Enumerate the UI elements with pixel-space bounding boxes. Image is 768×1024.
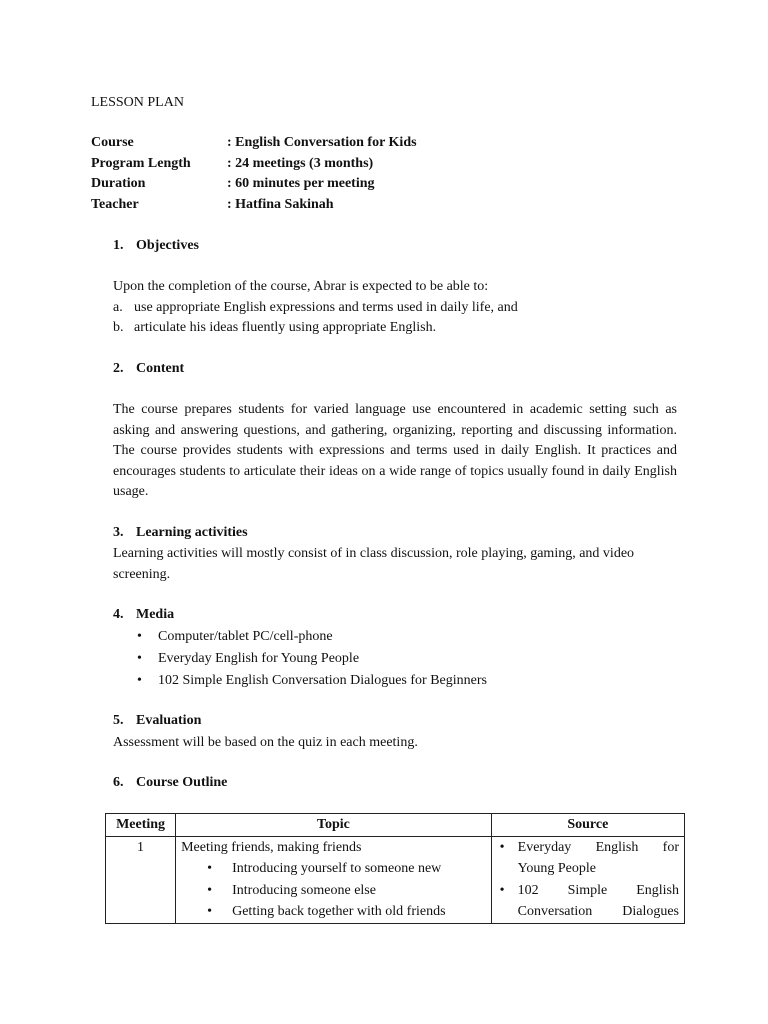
bullet-icon: •	[137, 673, 142, 688]
list-item	[181, 858, 486, 880]
meta-key: Program Length	[91, 156, 191, 171]
section-number: 2.	[113, 361, 124, 376]
meta-value: : Hatfina Sakinah	[227, 197, 334, 212]
table-header-row	[106, 814, 685, 837]
topic-list	[181, 858, 486, 923]
section-number: 6.	[113, 775, 124, 790]
topic-item-text: Introducing yourself to someone new	[232, 861, 442, 876]
section-number: 4.	[113, 607, 124, 622]
bullet-icon: •	[137, 651, 142, 666]
content-paragraph: The course prepares students for varied language use encountered in academic setting such as asking and answering questions, and gathering, organizing, reporting and discussing information. The course provides students with expressions and terms used in daily English. It practices and encourages students to articulate their ideas on a wide range of topics usually found in daily English usage.	[113, 402, 677, 500]
media-item	[137, 671, 487, 691]
media-item-text: 102 Simple English Conversation Dialogues for Beginners	[158, 673, 487, 688]
learning-heading	[113, 523, 248, 543]
meeting-number: 1	[106, 836, 176, 923]
evaluation-heading	[113, 711, 201, 731]
media-item	[137, 649, 359, 669]
header-meeting: Meeting	[106, 814, 176, 837]
meta-key: Teacher	[91, 197, 139, 212]
section-title: Course Outline	[136, 775, 228, 790]
learning-paragraph: Learning activities will mostly consist of in class discussion, role playing, gaming, and video screening.	[113, 546, 635, 582]
source-line: • Everyday English for	[517, 839, 679, 855]
topic-cell	[176, 836, 492, 923]
media-heading	[113, 605, 174, 625]
list-letter: a.	[113, 300, 123, 315]
list-item-text: articulate his ideas fluently using appropriate English.	[134, 320, 437, 335]
section-number: 3.	[113, 525, 124, 540]
list-item	[497, 880, 679, 923]
section-title: Evaluation	[136, 713, 202, 728]
media-item-text: Computer/tablet PC/cell-phone	[158, 629, 333, 644]
outline-heading	[113, 773, 227, 793]
section-number: 5.	[113, 713, 124, 728]
source-cell	[491, 836, 684, 923]
media-item	[137, 627, 333, 647]
table-row	[106, 836, 685, 923]
media-item-text: Everyday English for Young People	[158, 651, 360, 666]
list-item	[181, 901, 486, 923]
list-item-text: use appropriate English expressions and terms used in daily life, and	[134, 300, 518, 315]
meta-key: Course	[91, 135, 134, 150]
section-number: 1.	[113, 238, 124, 253]
source-line: Young People	[517, 861, 596, 876]
meta-key: Duration	[91, 176, 146, 191]
header-source: Source	[491, 814, 684, 837]
evaluation-paragraph: Assessment will be based on the quiz in each meeting.	[113, 735, 418, 750]
section-title: Content	[136, 361, 185, 376]
meta-value: : 60 minutes per meeting	[227, 176, 375, 191]
list-item	[497, 837, 679, 880]
source-line: Conversation Dialogues	[517, 904, 679, 919]
objectives-intro: Upon the completion of the course, Abrar is expected to be able to:	[113, 279, 489, 294]
objective-item	[113, 298, 518, 318]
topic-item-text: Introducing someone else	[232, 882, 376, 898]
topic-item-text: Getting back together with old friends	[232, 904, 446, 919]
meta-value: : English Conversation for Kids	[227, 135, 417, 150]
source-list	[497, 837, 679, 923]
section-title: Objectives	[136, 238, 199, 253]
list-item	[181, 880, 486, 902]
section-title: Learning activities	[136, 525, 248, 540]
content-heading	[113, 359, 184, 379]
source-line: • 102 Simple English	[517, 882, 679, 898]
header-topic: Topic	[176, 814, 492, 837]
bullet-icon: •	[137, 629, 142, 644]
list-letter: b.	[113, 320, 124, 335]
topic-title: Meeting friends, making friends	[181, 839, 362, 855]
meta-value: : 24 meetings (3 months)	[227, 156, 374, 171]
objectives-heading	[113, 236, 199, 256]
page-title: LESSON PLAN	[91, 95, 184, 110]
objective-item	[113, 318, 436, 338]
course-outline-table	[105, 813, 685, 924]
section-title: Media	[136, 607, 175, 622]
